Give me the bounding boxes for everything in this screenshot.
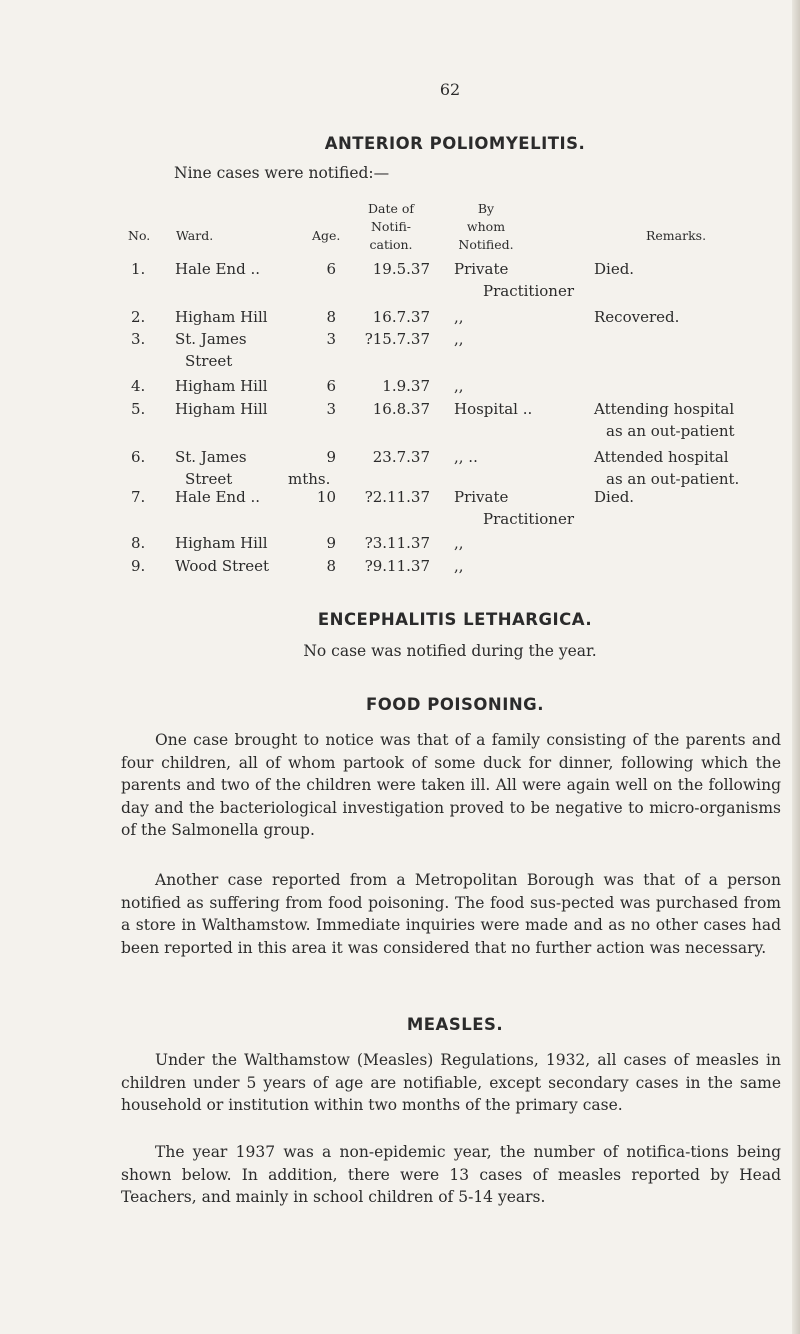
cell-date: ?9.11.37 <box>364 557 430 575</box>
cell-date: ?15.7.37 <box>364 330 430 348</box>
cell-rem-line2: as an out-patient <box>606 422 735 440</box>
measles-heading: MEASLES. <box>406 1015 504 1034</box>
cell-date: 19.5.37 <box>372 260 430 278</box>
cell-rem: Attending hospital <box>594 400 735 418</box>
cell-rem: Died. <box>594 260 635 278</box>
cell-ward: Hale End .. <box>175 488 260 506</box>
cell-date: 16.7.37 <box>372 308 430 326</box>
cell-by: Private <box>454 260 509 278</box>
cell-rem: Recovered. <box>594 308 680 326</box>
cell-ward: Hale End .. <box>175 260 260 278</box>
cell-age: 9 <box>326 534 336 552</box>
cell-no: 6. <box>131 448 146 466</box>
cell-date: 1.9.37 <box>382 377 430 395</box>
cell-date: 23.7.37 <box>372 448 430 466</box>
cell-age: 8 <box>326 557 336 575</box>
cell-ward: Higham Hill <box>175 400 268 418</box>
cell-ward: Higham Hill <box>175 534 268 552</box>
cell-no: 5. <box>131 400 146 418</box>
cell-age: 8 <box>326 308 336 326</box>
cell-rem: Died. <box>594 488 635 506</box>
header-ward: Ward. <box>176 228 214 243</box>
cell-no: 3. <box>131 330 146 348</box>
cell-age: 6 <box>326 377 336 395</box>
cell-no: 8. <box>131 534 146 552</box>
cell-by-line2: Practitioner <box>483 510 574 528</box>
food-heading: FOOD POISONING. <box>365 695 544 714</box>
cell-rem: Attended hospital <box>594 448 729 466</box>
cell-by: Hospital .. <box>454 400 533 418</box>
cell-ward: St. James <box>175 448 247 466</box>
cell-no: 7. <box>131 488 146 506</box>
cell-by: ,, <box>454 377 464 395</box>
header-no: No. <box>128 228 151 243</box>
cell-date: ?3.11.37 <box>364 534 430 552</box>
cell-ward-line2: Street <box>185 352 233 370</box>
cell-no: 1. <box>131 260 146 278</box>
cell-by: ,, .. <box>454 448 478 466</box>
polio-intro: Nine cases were notified:— <box>174 164 390 182</box>
header-by-whom: By whom Notified. <box>458 201 514 252</box>
cell-by: ,, <box>454 534 464 552</box>
food-paragraph-2: Another case reported from a Metropolitan Borough was that of a person notified as suffering from food poisoning. The food sus-pected was purchased from a store in Walthamstow. Immediate inquiries were made and as no other cases had been reported in this area it was considered that no further action was necessary. <box>121 871 781 957</box>
cell-ward: St. James <box>175 330 247 348</box>
polio-heading: ANTERIOR POLIOMYELITIS. <box>324 134 586 153</box>
cell-ward: Higham Hill <box>175 377 268 395</box>
cell-age: 10 <box>316 488 336 506</box>
cell-age-line2: mths. <box>288 470 331 488</box>
encephalitis-heading: ENCEPHALITIS LETHARGICA. <box>317 610 593 629</box>
cell-by: ,, <box>454 308 464 326</box>
page-number: 62 <box>439 80 461 99</box>
cell-ward: Higham Hill <box>175 308 268 326</box>
header-age: Age. <box>312 228 341 243</box>
cell-date: 16.8.37 <box>372 400 430 418</box>
cell-age: 6 <box>326 260 336 278</box>
cell-by: ,, <box>454 557 464 575</box>
cell-no: 2. <box>131 308 146 326</box>
cell-by: Private <box>454 488 509 506</box>
cell-no: 4. <box>131 377 146 395</box>
cell-age: 3 <box>326 400 336 418</box>
food-paragraph-1: One case brought to notice was that of a family consisting of the parents and four children, all of whom partook of some duck for dinner, following which the parents and two of the children were taken ill. All were again well on the following day and the bacteriological investigation proved to be negative to micro-organisms of the Salmonella group. <box>121 731 781 839</box>
cell-ward: Wood Street <box>175 557 270 575</box>
cell-no: 9. <box>131 557 146 575</box>
cell-by: ,, <box>454 330 464 348</box>
cell-by-line2: Practitioner <box>483 282 574 300</box>
cell-rem-line2: as an out-patient. <box>606 470 740 488</box>
cell-ward-line2: Street <box>185 470 233 488</box>
measles-paragraph-1: Under the Walthamstow (Measles) Regulations, 1932, all cases of measles in children under 5 years of age are notifiable, except secondary cases in the same household or institution within two months of the primary case. <box>121 1051 781 1114</box>
measles-paragraph-2: The year 1937 was a non-epidemic year, the number of notifica-tions being shown below. In addition, there were 13 cases of measles reported by Head Teachers, and mainly in school children of 5-14 years. <box>121 1143 781 1206</box>
cell-age: 9 <box>326 448 336 466</box>
encephalitis-text: No case was notified during the year. <box>303 642 597 660</box>
cell-date: ?2.11.37 <box>364 488 430 506</box>
cell-age: 3 <box>326 330 336 348</box>
header-date: Date of Notifi- cation. <box>367 201 415 252</box>
page-edge-shadow <box>792 0 800 1334</box>
header-remarks: Remarks. <box>646 228 707 243</box>
